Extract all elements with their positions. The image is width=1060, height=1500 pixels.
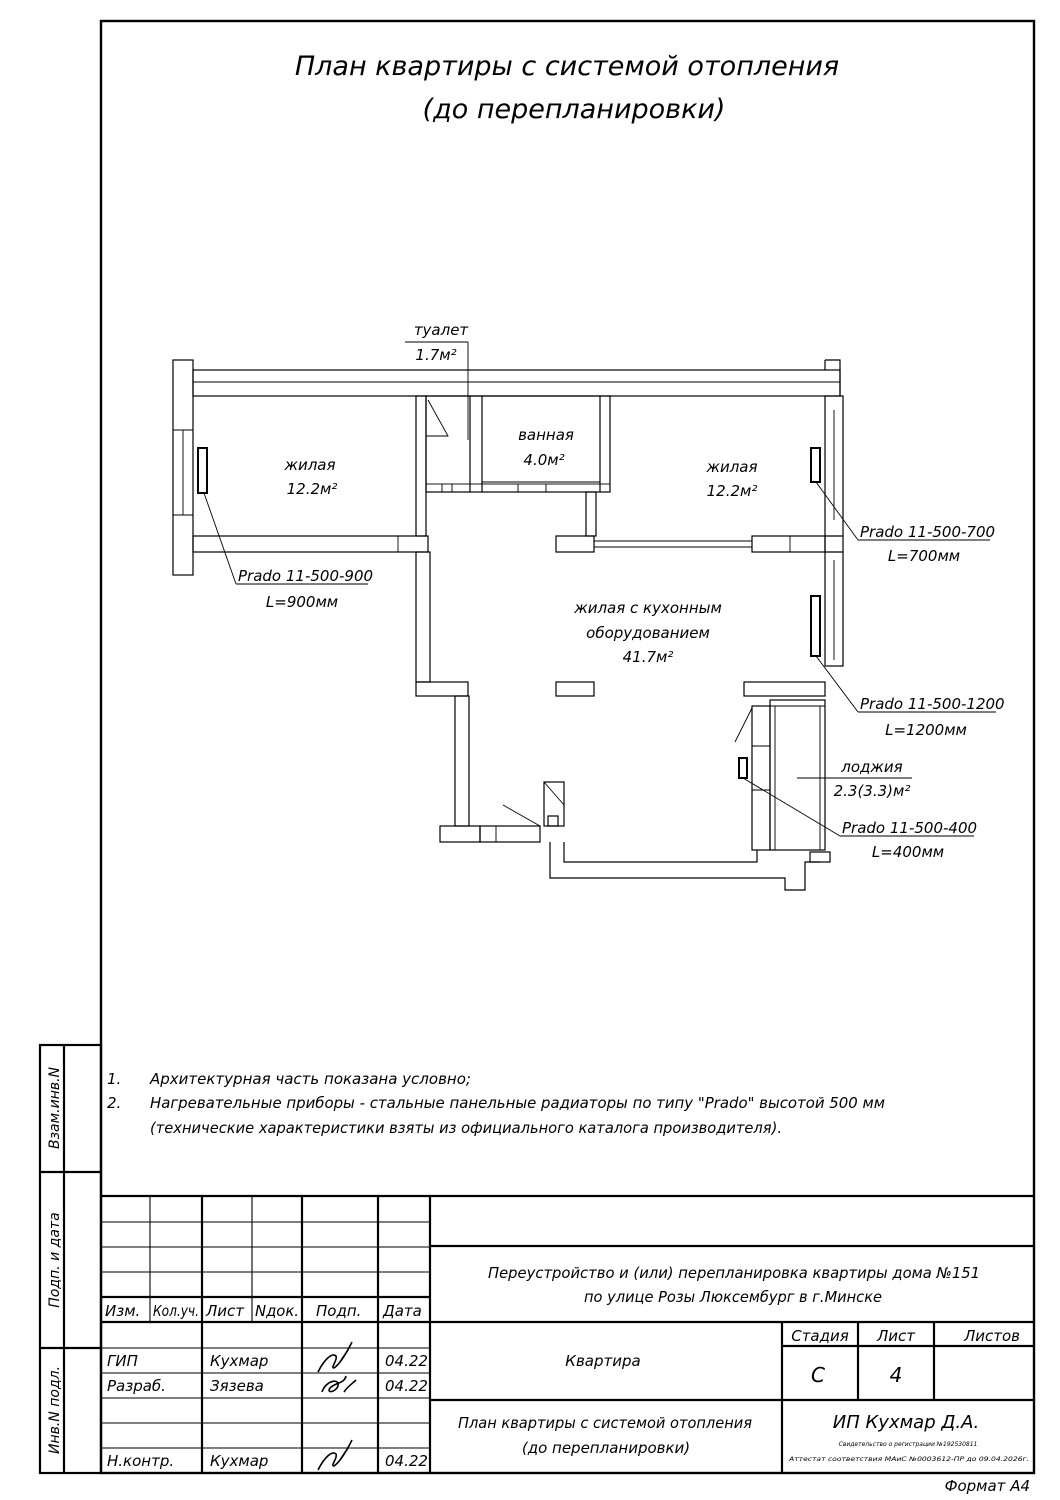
tb-role-razrab: Разраб. (107, 1377, 166, 1395)
tb-project-line2: по улице Розы Люксембург в г.Минске (584, 1288, 882, 1306)
tb-role-nkontr: Н.контр. (107, 1452, 175, 1470)
radiator-900-model: Prado 11-500-900 (238, 567, 374, 585)
tb-object: Квартира (565, 1352, 641, 1370)
side-stamp-vzam: Взам.инв.N (47, 1066, 63, 1150)
radiator-400-icon (739, 758, 747, 778)
side-stamp-inv: Инв.N подл. (47, 1365, 63, 1455)
room-kitchen-name2: оборудованием (586, 624, 710, 642)
tb-header-izm: Изм. (105, 1302, 141, 1320)
room-living-left-area: 12.2м² (286, 480, 338, 498)
signature-razrab (322, 1376, 356, 1392)
drawing-title-line2: (до перепланировки) (422, 94, 726, 125)
tb-date-gip: 04.22 (385, 1352, 428, 1370)
side-stamp-podp: Подп. и дата (47, 1212, 63, 1308)
note-2-text: Нагревательные приборы - стальные панельные радиаторы по типу "Prado" высотой 500 мм (150, 1094, 885, 1112)
tb-cert-line2: Аттестат соответствия МАиС №0003612-ПР до 09.04.2026г. (787, 1456, 1030, 1463)
tb-drawing-line1: План квартиры с системой отопления (458, 1414, 752, 1432)
tb-stage-label: Стадия (791, 1327, 849, 1345)
radiator-900-icon (198, 448, 207, 493)
radiator-700-length: L=700мм (887, 547, 961, 565)
format-label: Формат А4 (944, 1477, 1030, 1495)
tb-sheet-label: Лист (876, 1327, 916, 1345)
tb-name-gip: Кухмар (210, 1352, 269, 1370)
drawing-title-line1: План квартиры с системой отопления (294, 51, 840, 82)
note-2-text-cont: (технические характеристики взяты из официального каталога производителя). (150, 1119, 782, 1137)
note-2-number: 2. (107, 1094, 122, 1112)
radiator-1200-icon (811, 596, 820, 656)
tb-header-data: Дата (383, 1302, 422, 1320)
room-living-left-name: жилая (284, 456, 336, 474)
room-bath-name: ванная (518, 426, 574, 444)
room-bath-area: 4.0м² (523, 451, 565, 469)
tb-header-kolch: Кол.уч. (153, 1302, 199, 1320)
tb-sheet-value: 4 (889, 1363, 903, 1387)
drawing-frame (101, 21, 1034, 1473)
room-living-right-area: 12.2м² (706, 482, 758, 500)
radiator-400-length: L=400мм (871, 843, 945, 861)
room-loggia-name: лоджия (841, 758, 903, 776)
tb-drawing-line2: (до перепланировки) (521, 1439, 691, 1457)
room-loggia-area: 2.3(3.3)м² (833, 782, 911, 800)
tb-name-nkontr: Кухмар (210, 1452, 269, 1470)
radiator-700-model: Prado 11-500-700 (860, 523, 996, 541)
tb-header-podp: Подп. (316, 1302, 362, 1320)
room-living-right-name: жилая (706, 458, 758, 476)
note-1-number: 1. (107, 1070, 122, 1088)
tb-date-nkontr: 04.22 (385, 1452, 428, 1470)
room-toilet-area: 1.7м² (415, 346, 457, 364)
tb-stage-value: С (811, 1363, 825, 1387)
radiator-400-model: Prado 11-500-400 (842, 819, 978, 837)
room-kitchen-area: 41.7м² (622, 648, 674, 666)
signature-gip (318, 1342, 352, 1372)
radiator-1200-length: L=1200мм (885, 721, 967, 739)
tb-company: ИП Кухмар Д.А. (832, 1412, 980, 1433)
tb-sheets-label: Листов (963, 1327, 1021, 1345)
tb-cert-line1: Свидетельство о регистрации №192530811 (838, 1441, 978, 1448)
radiator-700-icon (811, 448, 820, 482)
tb-date-razrab: 04.22 (385, 1377, 428, 1395)
tb-project-line1: Переустройство и (или) перепланировка квартиры дома №151 (488, 1264, 980, 1282)
floor-plan (173, 360, 843, 890)
tb-role-gip: ГИП (107, 1352, 138, 1370)
tb-header-ndok: Nдок. (255, 1302, 299, 1320)
note-1-text: Архитектурная часть показана условно; (150, 1070, 471, 1088)
tb-header-list: Лист (206, 1302, 245, 1320)
signature-nkontr (318, 1440, 352, 1470)
room-toilet-name: туалет (413, 321, 469, 339)
radiator-1200-model: Prado 11-500-1200 (860, 695, 1005, 713)
radiator-900-length: L=900мм (265, 593, 339, 611)
tb-name-razrab: Зязева (210, 1377, 264, 1395)
room-kitchen-name1: жилая с кухонным (574, 599, 722, 617)
